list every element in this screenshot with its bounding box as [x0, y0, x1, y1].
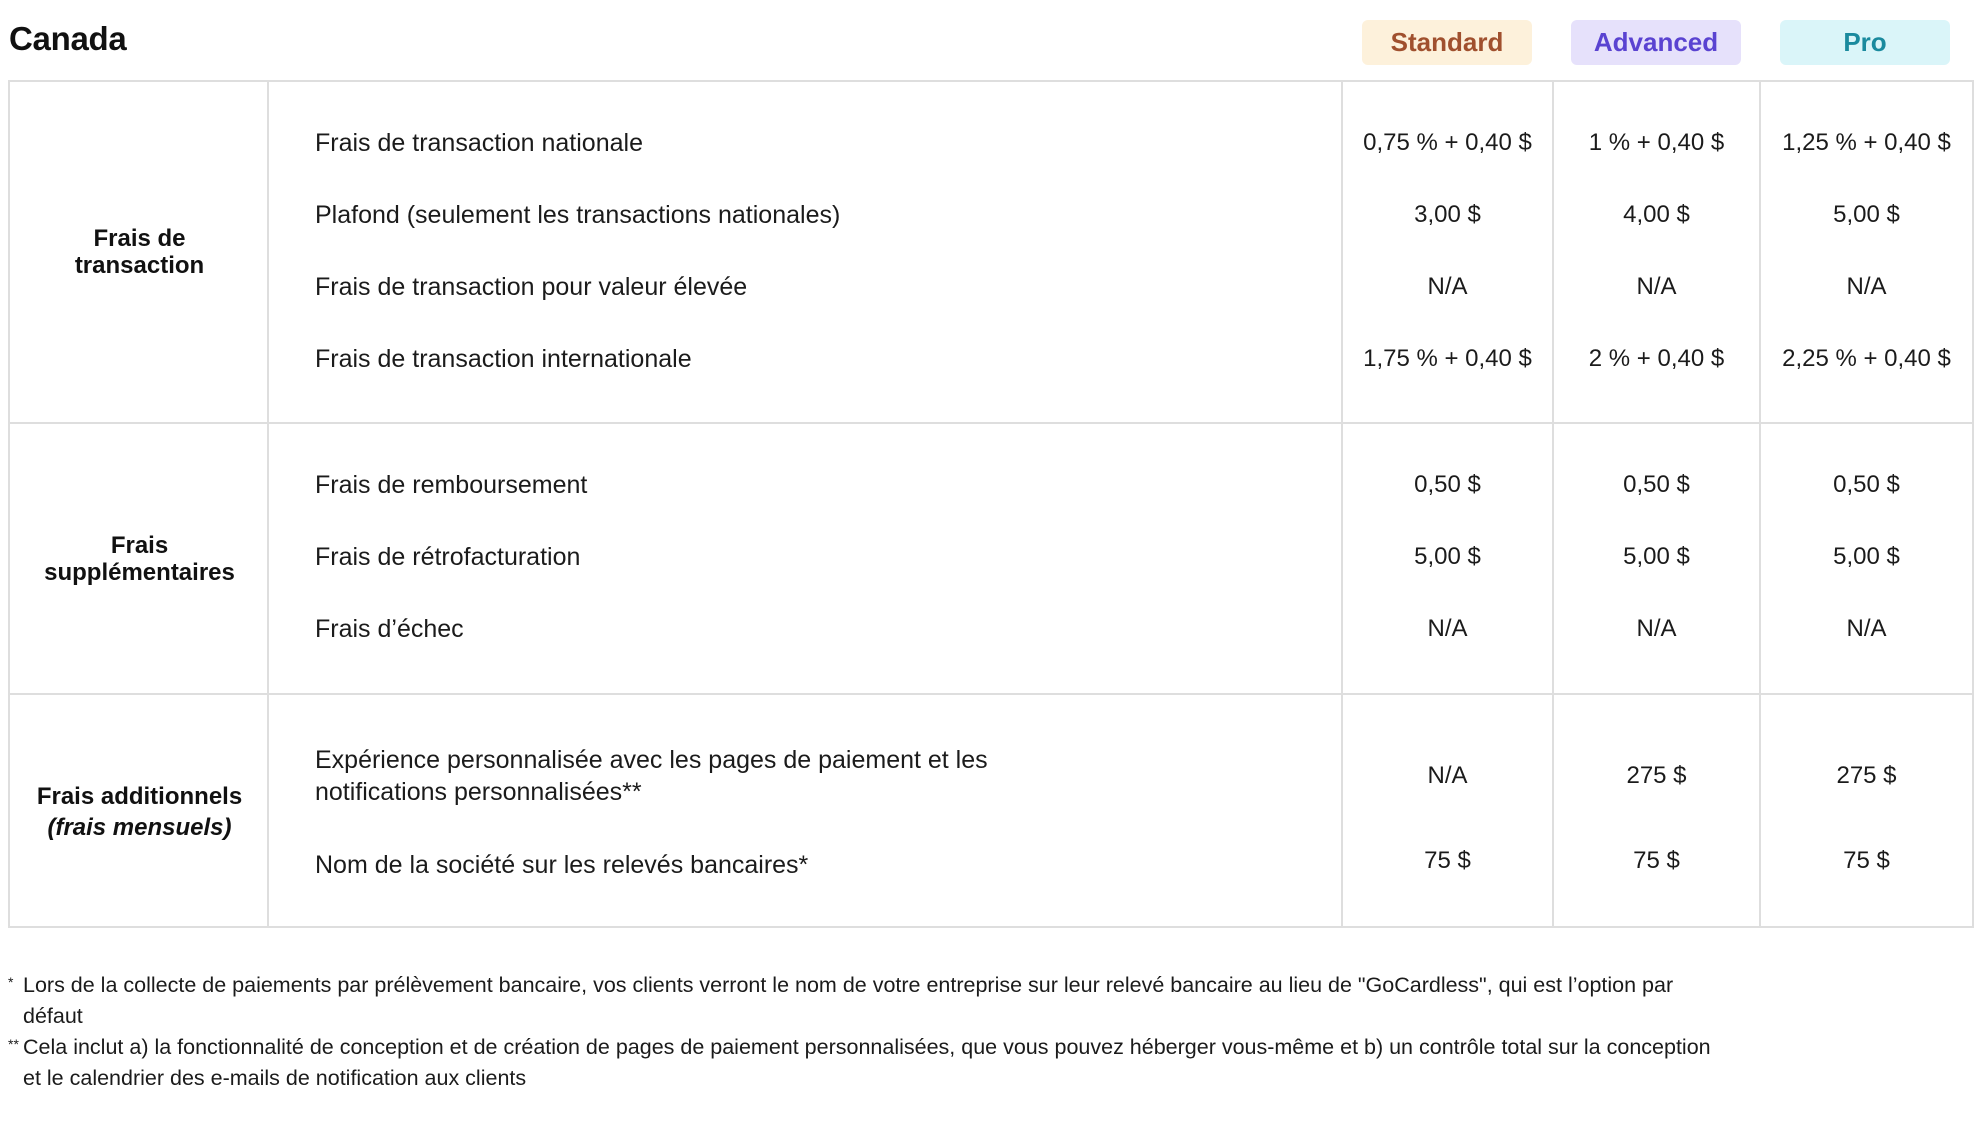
- section-additional-fees: [10, 695, 1972, 928]
- fee-name: Frais de transaction pour valeur élevée: [315, 273, 748, 301]
- fee-value-advanced: N/A: [1636, 273, 1677, 300]
- fee-value-pro: 1,25 % + 0,40 $: [1782, 129, 1951, 156]
- fee-value-advanced: 0,50 $: [1623, 471, 1690, 498]
- fee-value-standard: N/A: [1427, 273, 1468, 300]
- footnote-text: Cela inclut a) la fonctionnalité de conception et de création de pages de paiement personnalisées, que vous pouvez héberger vous-même et b) un contrôle total sur la conception et le calendrier des e-mails de notification aux clients: [23, 1035, 1711, 1090]
- fee-value-standard: 1,75 % + 0,40 $: [1363, 345, 1532, 372]
- fee-value-advanced: N/A: [1636, 615, 1677, 642]
- fee-value-advanced: 75 $: [1633, 847, 1680, 874]
- fee-table: [8, 80, 1974, 928]
- footnote-mark: *: [8, 974, 14, 990]
- plan-header-pro: Pro: [1780, 20, 1950, 65]
- fee-value-pro: 75 $: [1843, 847, 1890, 874]
- fee-value-pro: 5,00 $: [1833, 543, 1900, 570]
- fee-value-pro: N/A: [1846, 273, 1887, 300]
- page-title: Canada: [9, 20, 127, 57]
- table-row: [10, 831, 1972, 891]
- footnote: [8, 1032, 1728, 1094]
- fee-name: Frais d’échec: [315, 615, 464, 643]
- fee-name: Plafond (seulement les transactions nationales): [315, 201, 841, 229]
- section-subtitle: (frais mensuels): [47, 813, 232, 841]
- fee-value-advanced: 275 $: [1626, 762, 1687, 789]
- fee-name: Nom de la société sur les relevés bancaires*: [315, 851, 809, 879]
- footnotes: [8, 970, 1728, 1094]
- fee-value-advanced: 1 % + 0,40 $: [1588, 129, 1725, 156]
- fee-value-advanced: 2 % + 0,40 $: [1588, 345, 1725, 372]
- fee-value-standard: 5,00 $: [1414, 543, 1481, 570]
- fee-value-standard: 3,00 $: [1414, 201, 1481, 228]
- footnote: [8, 970, 1728, 1032]
- fee-value-advanced: 5,00 $: [1623, 543, 1690, 570]
- fee-value-pro: 2,25 % + 0,40 $: [1782, 345, 1951, 372]
- table-row: [10, 185, 1972, 245]
- fee-name: Frais de transaction internationale: [315, 345, 692, 373]
- table-row: [10, 599, 1972, 659]
- fee-value-pro: 275 $: [1836, 762, 1897, 789]
- section-title: Frais de transaction: [74, 225, 205, 279]
- fee-name: Frais de remboursement: [315, 471, 588, 499]
- fee-name: Frais de rétrofacturation: [315, 543, 581, 571]
- table-row: [10, 257, 1972, 317]
- plan-header-advanced: Advanced: [1571, 20, 1741, 65]
- section-transaction-fees: [10, 82, 1972, 424]
- section-title: Frais supplémentaires: [44, 531, 235, 586]
- table-row: [10, 740, 1972, 812]
- fee-name: Frais de transaction nationale: [315, 129, 643, 157]
- fee-name: Expérience personnalisée avec les pages de paiement et les notifications personnalisées**: [315, 746, 988, 806]
- fee-value-standard: N/A: [1427, 615, 1468, 642]
- table-row: [10, 527, 1972, 587]
- section-title: Frais additionnels: [36, 782, 243, 810]
- fee-value-standard: N/A: [1427, 762, 1468, 789]
- section-supplementary-fees: [10, 424, 1972, 695]
- fee-value-standard: 0,50 $: [1414, 471, 1481, 498]
- table-row: [10, 329, 1972, 389]
- fee-value-pro: 5,00 $: [1833, 201, 1900, 228]
- footnote-mark: **: [8, 1036, 19, 1052]
- fee-value-standard: 75 $: [1424, 847, 1471, 874]
- table-row: [10, 113, 1972, 173]
- fee-value-advanced: 4,00 $: [1623, 201, 1690, 228]
- fee-value-standard: 0,75 % + 0,40 $: [1363, 129, 1532, 156]
- table-row: [10, 455, 1972, 515]
- footnote-text: Lors de la collecte de paiements par prélèvement bancaire, vos clients verront le nom de votre entreprise sur leur relevé bancaire au lieu de "GoCardless", qui est l’option par défaut: [23, 973, 1674, 1028]
- plan-header-standard: Standard: [1362, 20, 1532, 65]
- fee-value-pro: N/A: [1846, 615, 1887, 642]
- fee-value-pro: 0,50 $: [1833, 471, 1900, 498]
